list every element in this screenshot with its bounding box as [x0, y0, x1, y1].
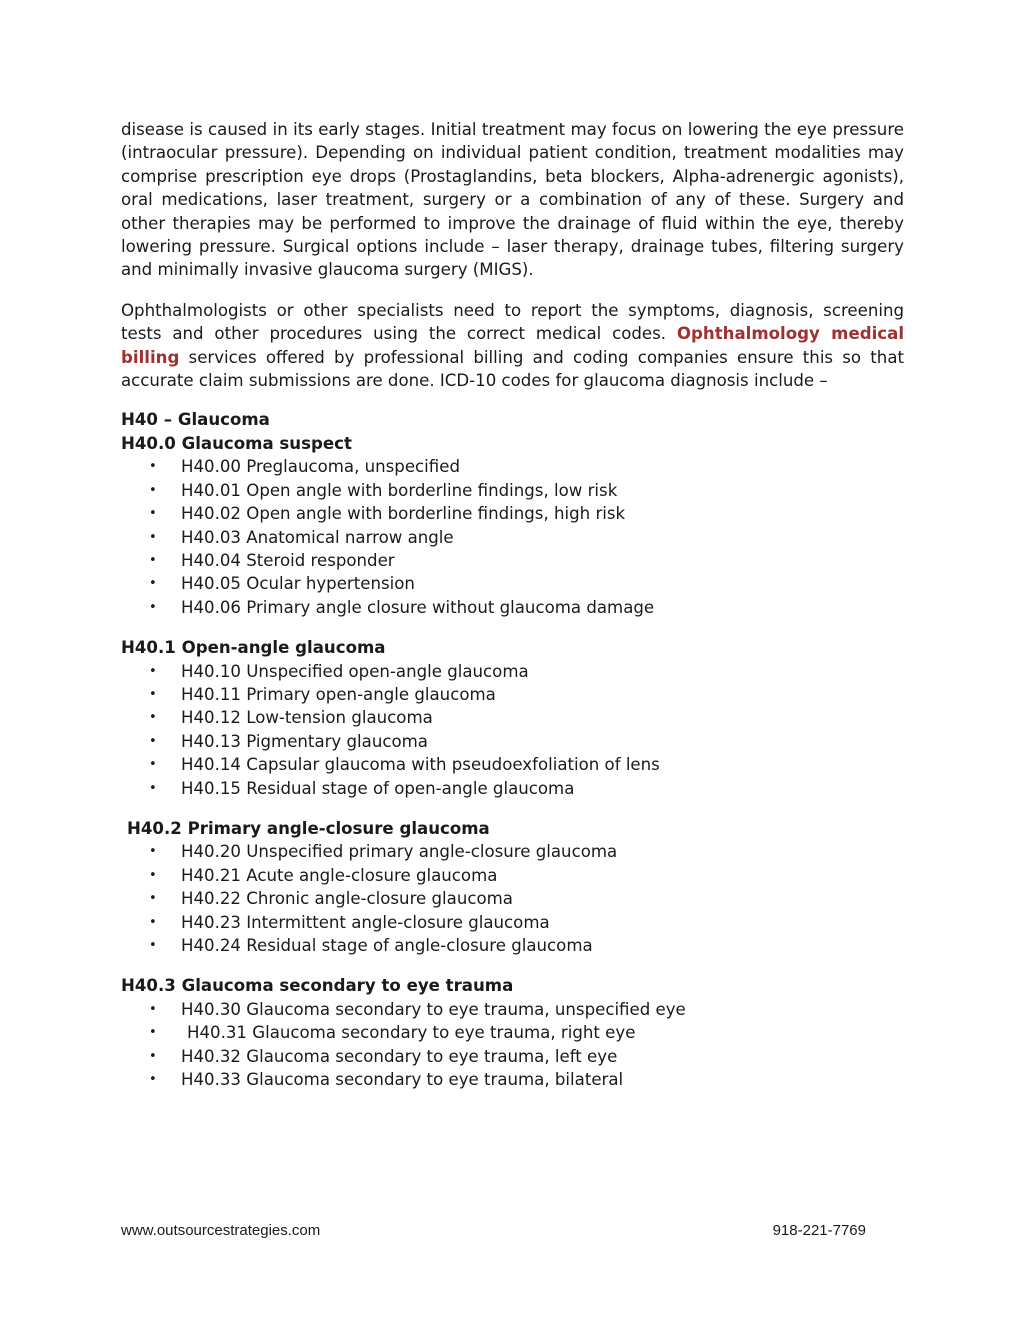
intro-paragraph: disease is caused in its early stages. Initial treatment may focus on lowering the eye pressure (intraocular pressure). Depending on individual patient condition, treatment modalities may comprise prescription eye drops (Prostaglandins, beta blockers, Alpha-adrenergic agonists), oral medications, laser treatment, surgery or a combination of any of these. Surgery and other therapies may be performed to improve the drainage of fluid within the eye, thereby lowering pressure. Surgical options include – laser therapy, drainage tubes, filtering surgery and minimally invasive glaucoma surgery (MIGS).	[121, 120, 904, 280]
code-list	[121, 998, 904, 1092]
list-item: • H40.21 Acute angle-closure glaucoma	[121, 864, 904, 887]
bullet-icon: •	[149, 482, 157, 498]
bullet-icon: •	[149, 529, 157, 545]
bullet-icon: •	[149, 506, 157, 522]
footer-phone: 918-221-7769	[772, 1222, 866, 1239]
bullet-icon: •	[149, 757, 157, 773]
list-item: • H40.04 Steroid responder	[121, 549, 904, 572]
bullet-icon: •	[149, 710, 157, 726]
bullet-icon: •	[149, 867, 157, 883]
list-item: • H40.13 Pigmentary glaucoma	[121, 730, 904, 753]
billing-paragraph	[121, 299, 904, 393]
section-heading: H40.0 Glaucoma suspect	[121, 433, 352, 453]
footer-website: www.outsourcestrategies.com	[121, 1222, 321, 1239]
code-list	[121, 840, 904, 957]
code-list	[121, 455, 904, 619]
section-heading: H40.2 Primary angle-closure glaucoma	[127, 818, 490, 838]
ophthalmology-billing-link[interactable]: Ophthalmology medical billing	[121, 324, 905, 367]
bullet-icon: •	[149, 599, 157, 615]
list-item: • H40.10 Unspecified open-angle glaucoma	[121, 660, 904, 683]
list-item: • H40.11 Primary open-angle glaucoma	[121, 683, 904, 706]
bullet-icon: •	[149, 733, 157, 749]
list-item: • H40.02 Open angle with borderline findings, high risk	[121, 502, 904, 525]
bullet-icon: •	[149, 663, 157, 679]
bullet-icon: •	[149, 459, 157, 475]
list-item: • H40.20 Unspecified primary angle-closure glaucoma	[121, 840, 904, 863]
list-item: • H40.03 Anatomical narrow angle	[121, 526, 904, 549]
bullet-icon: •	[149, 891, 157, 907]
list-item: • H40.00 Preglaucoma, unspecified	[121, 455, 904, 478]
section-heading: H40.3 Glaucoma secondary to eye trauma	[121, 976, 514, 996]
page-footer	[121, 1222, 866, 1239]
billing-paragraph-end: services offered by professional billing and coding companies ensure this so that accurate claim submissions are done. ICD-10 codes for glaucoma diagnosis include –	[121, 347, 904, 391]
bullet-icon: •	[149, 552, 157, 568]
bullet-icon: •	[149, 576, 157, 592]
code-list	[121, 660, 904, 800]
bullet-icon: •	[149, 1025, 157, 1041]
list-item: • H40.24 Residual stage of angle-closure glaucoma	[121, 934, 904, 957]
bullet-icon: •	[149, 1072, 157, 1088]
list-item: • H40.06 Primary angle closure without glaucoma damage	[121, 596, 904, 619]
billing-paragraph-start: Ophthalmologists or other specialists need to report the symptoms, diagnosis, screening tests and other procedures using the correct medical codes.	[121, 300, 904, 344]
section-heading: H40.1 Open-angle glaucoma	[121, 638, 386, 658]
list-item: • H40.05 Ocular hypertension	[121, 572, 904, 595]
list-item: • H40.23 Intermittent angle-closure glaucoma	[121, 911, 904, 934]
bullet-icon: •	[149, 914, 157, 930]
bullet-icon: •	[149, 1001, 157, 1017]
list-item: • H40.15 Residual stage of open-angle glaucoma	[121, 777, 904, 800]
list-item: • H40.31 Glaucoma secondary to eye trauma, right eye	[121, 1021, 904, 1044]
list-item: • H40.30 Glaucoma secondary to eye trauma, unspecified eye	[121, 998, 904, 1021]
bullet-icon: •	[149, 686, 157, 702]
list-item: • H40.01 Open angle with borderline findings, low risk	[121, 479, 904, 502]
list-item: • H40.12 Low-tension glaucoma	[121, 706, 904, 729]
bullet-icon: •	[149, 1048, 157, 1064]
list-item: • H40.33 Glaucoma secondary to eye trauma, bilateral	[121, 1068, 904, 1091]
main-heading: H40 – Glaucoma	[121, 410, 270, 430]
list-item: • H40.14 Capsular glaucoma with pseudoexfoliation of lens	[121, 753, 904, 776]
document-page	[121, 118, 904, 1108]
bullet-icon: •	[149, 844, 157, 860]
list-item: • H40.32 Glaucoma secondary to eye trauma, left eye	[121, 1045, 904, 1068]
bullet-icon: •	[149, 780, 157, 796]
bullet-icon: •	[149, 938, 157, 953]
list-item: • H40.22 Chronic angle-closure glaucoma	[121, 887, 904, 910]
